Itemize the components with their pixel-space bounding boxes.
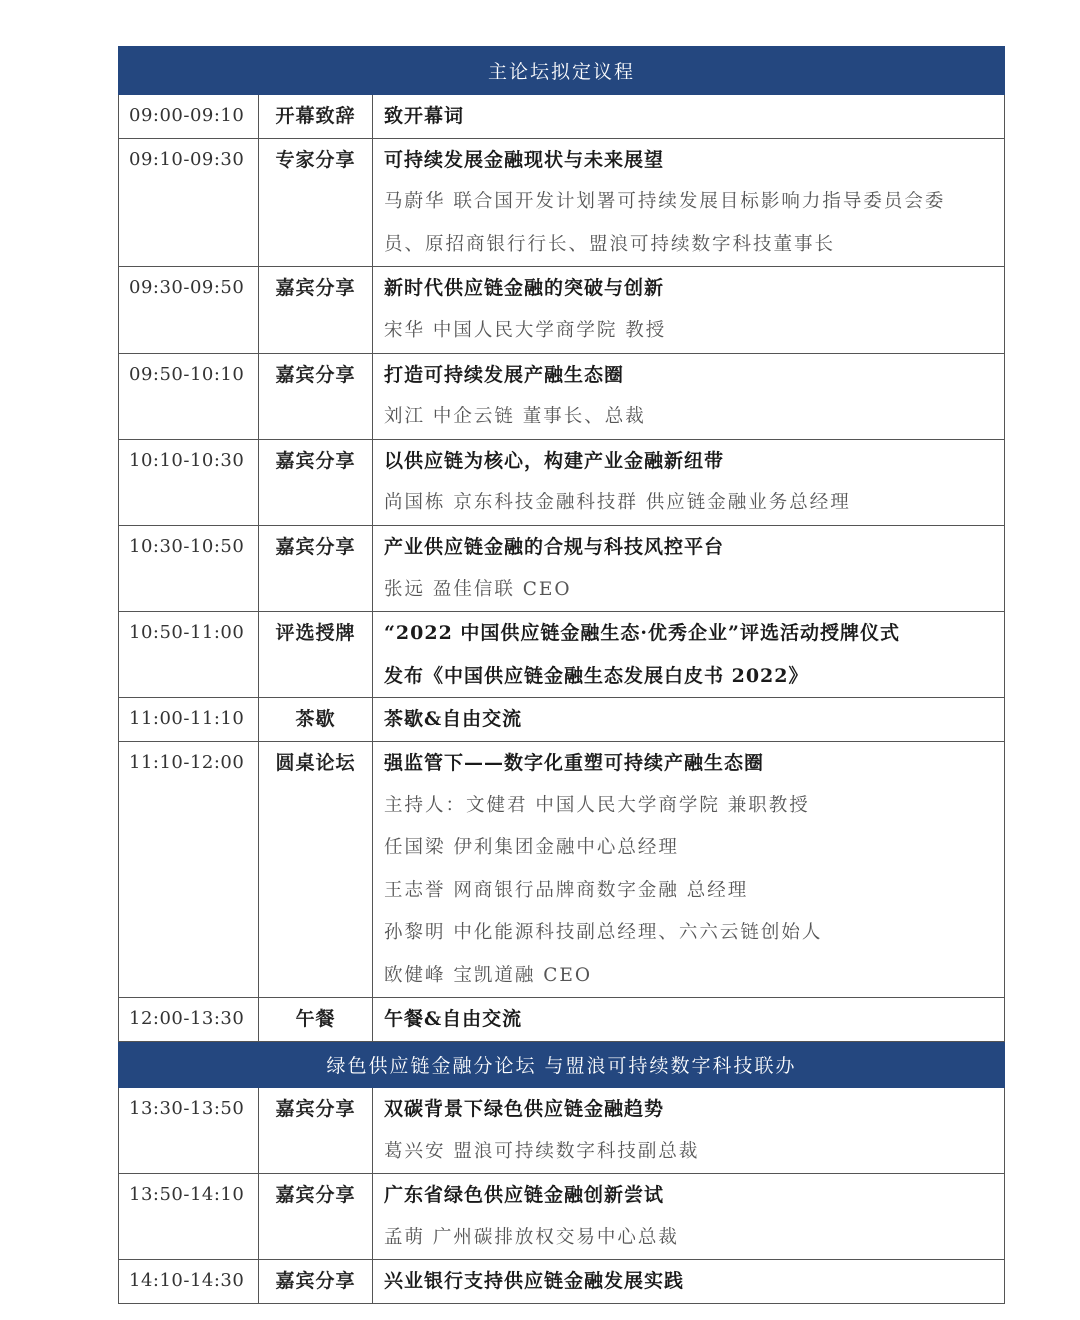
time-text: 13:30-13:50 [129,1098,245,1120]
session-title: 新时代供应链金融的突破与创新 [384,277,665,300]
time-cell [119,1174,259,1260]
session-content-cell [373,353,1005,439]
speaker-line: 尚国栋 京东科技金融科技群 供应链金融业务总经理 [384,492,851,514]
session-type-cell [259,439,373,525]
session-type-cell [259,1260,373,1304]
time-cell [119,741,259,998]
time-text: 09:10-09:30 [129,148,245,170]
main-forum-header: 主论坛拟定议程 [119,47,1005,95]
session-title: 广东省绿色供应链金融创新尝试 [384,1184,665,1207]
time-cell [119,138,259,267]
session-type-text: 午餐 [295,1008,336,1031]
session-type-text: 嘉宾分享 [275,1098,356,1121]
session-content-cell [373,612,1005,698]
time-text: 10:50-11:00 [129,622,245,644]
session-content-cell [373,698,1005,742]
session-type-text: 嘉宾分享 [275,1270,356,1293]
time-text: 11:10-12:00 [129,751,245,773]
session-type-cell [259,1174,373,1260]
session-type-cell [259,267,373,353]
agenda-row [119,698,1005,742]
agenda-row [119,95,1005,139]
speaker-line: 员、原招商银行行长、盟浪可持续数字科技董事长 [384,233,836,255]
session-title: 强监管下——数字化重塑可持续产融生态圈 [384,751,765,774]
session-content-cell [373,439,1005,525]
session-type-cell [259,138,373,267]
session-type-cell [259,95,373,139]
session-content-cell [373,95,1005,139]
time-cell [119,998,259,1042]
agenda-row [119,267,1005,353]
speaker-line: 王志誉 网商银行品牌商数字金融 总经理 [384,879,749,901]
speaker-line: 孙黎明 中化能源科技副总经理、六六云链创始人 [384,922,823,944]
session-content-cell [373,1174,1005,1260]
session-title-extra: 发布《中国供应链金融生态发展白皮书 2022》 [384,664,809,687]
session-content-cell [373,998,1005,1042]
session-type-cell [259,741,373,998]
speaker-line: 主持人：文健君 中国人民大学商学院 兼职教授 [384,794,810,816]
session-type-cell [259,1088,373,1174]
time-cell [119,525,259,611]
agenda-body [119,47,1005,1304]
speaker-line: 马蔚华 联合国开发计划署可持续发展目标影响力指导委员会委 [384,191,946,213]
session-content-cell [373,138,1005,267]
session-type-text: 开幕致辞 [275,105,356,127]
session-content-cell [373,1088,1005,1174]
agenda-row [119,353,1005,439]
agenda-row [119,741,1005,998]
session-content-cell [373,1260,1005,1304]
speaker-line: 刘江 中企云链 董事长、总裁 [384,406,646,428]
speaker-line: 宋华 中国人民大学商学院 教授 [384,319,667,341]
session-title: 打造可持续发展产融生态圈 [384,363,625,386]
agenda-row [119,138,1005,267]
time-cell [119,267,259,353]
time-text: 12:00-13:30 [129,1008,245,1030]
agenda-row [119,612,1005,698]
agenda-row [119,439,1005,525]
session-title: 致开幕词 [384,105,465,127]
time-text: 13:50-14:10 [129,1184,245,1206]
agenda-row [119,1088,1005,1174]
speaker-line: 葛兴安 盟浪可持续数字科技副总裁 [384,1140,700,1162]
session-type-cell [259,998,373,1042]
session-type-text: 评选授牌 [275,622,356,645]
session-type-cell [259,353,373,439]
time-text: 11:00-11:10 [129,708,245,730]
time-text: 09:50-10:10 [129,363,245,385]
agenda-row [119,525,1005,611]
agenda-row [119,1260,1005,1304]
session-type-text: 嘉宾分享 [275,277,356,300]
time-cell [119,698,259,742]
time-cell [119,95,259,139]
session-content-cell [373,741,1005,998]
session-type-text: 茶歇 [295,708,336,731]
session-content-cell [373,267,1005,353]
speaker-line: 孟萌 广州碳排放权交易中心总裁 [384,1226,679,1248]
main-forum-header-row [119,47,1005,95]
session-title: 午餐&自由交流 [384,1008,523,1031]
session-type-cell [259,525,373,611]
session-type-cell [259,612,373,698]
session-title: 产业供应链金融的合规与科技风控平台 [384,535,725,558]
session-title: 双碳背景下绿色供应链金融趋势 [384,1098,665,1121]
speaker-line: 任国梁 伊利集团金融中心总经理 [384,837,679,859]
speaker-line: 张远 盈佳信联 CEO [384,578,572,600]
session-title: “2022 中国供应链金融生态·优秀企业”评选活动授牌仪式 [384,622,900,645]
agenda-row [119,1174,1005,1260]
time-text: 09:00-09:10 [129,105,245,126]
session-type-text: 嘉宾分享 [275,449,356,472]
sub-forum-header: 绿色供应链金融分论坛 与盟浪可持续数字科技联办 [119,1042,1005,1088]
session-title: 以供应链为核心，构建产业金融新纽带 [384,449,725,472]
time-cell [119,439,259,525]
agenda-row [119,998,1005,1042]
agenda-table [118,46,1005,1304]
speaker-line: 欧健峰 宝凯道融 CEO [384,964,593,986]
time-text: 10:30-10:50 [129,535,245,557]
time-text: 14:10-14:30 [129,1270,245,1292]
session-title: 兴业银行支持供应链金融发展实践 [384,1270,685,1293]
session-type-text: 圆桌论坛 [275,751,356,774]
session-type-text: 专家分享 [275,148,356,171]
session-content-cell [373,525,1005,611]
time-cell [119,1088,259,1174]
sub-forum-header-row [119,1042,1005,1088]
session-type-text: 嘉宾分享 [275,1184,356,1207]
session-type-text: 嘉宾分享 [275,535,356,558]
time-text: 10:10-10:30 [129,449,245,471]
time-cell [119,353,259,439]
session-type-cell [259,698,373,742]
time-text: 09:30-09:50 [129,277,245,299]
session-title: 茶歇&自由交流 [384,708,523,731]
time-cell [119,1260,259,1304]
time-cell [119,612,259,698]
session-type-text: 嘉宾分享 [275,363,356,386]
session-title: 可持续发展金融现状与未来展望 [384,148,665,171]
